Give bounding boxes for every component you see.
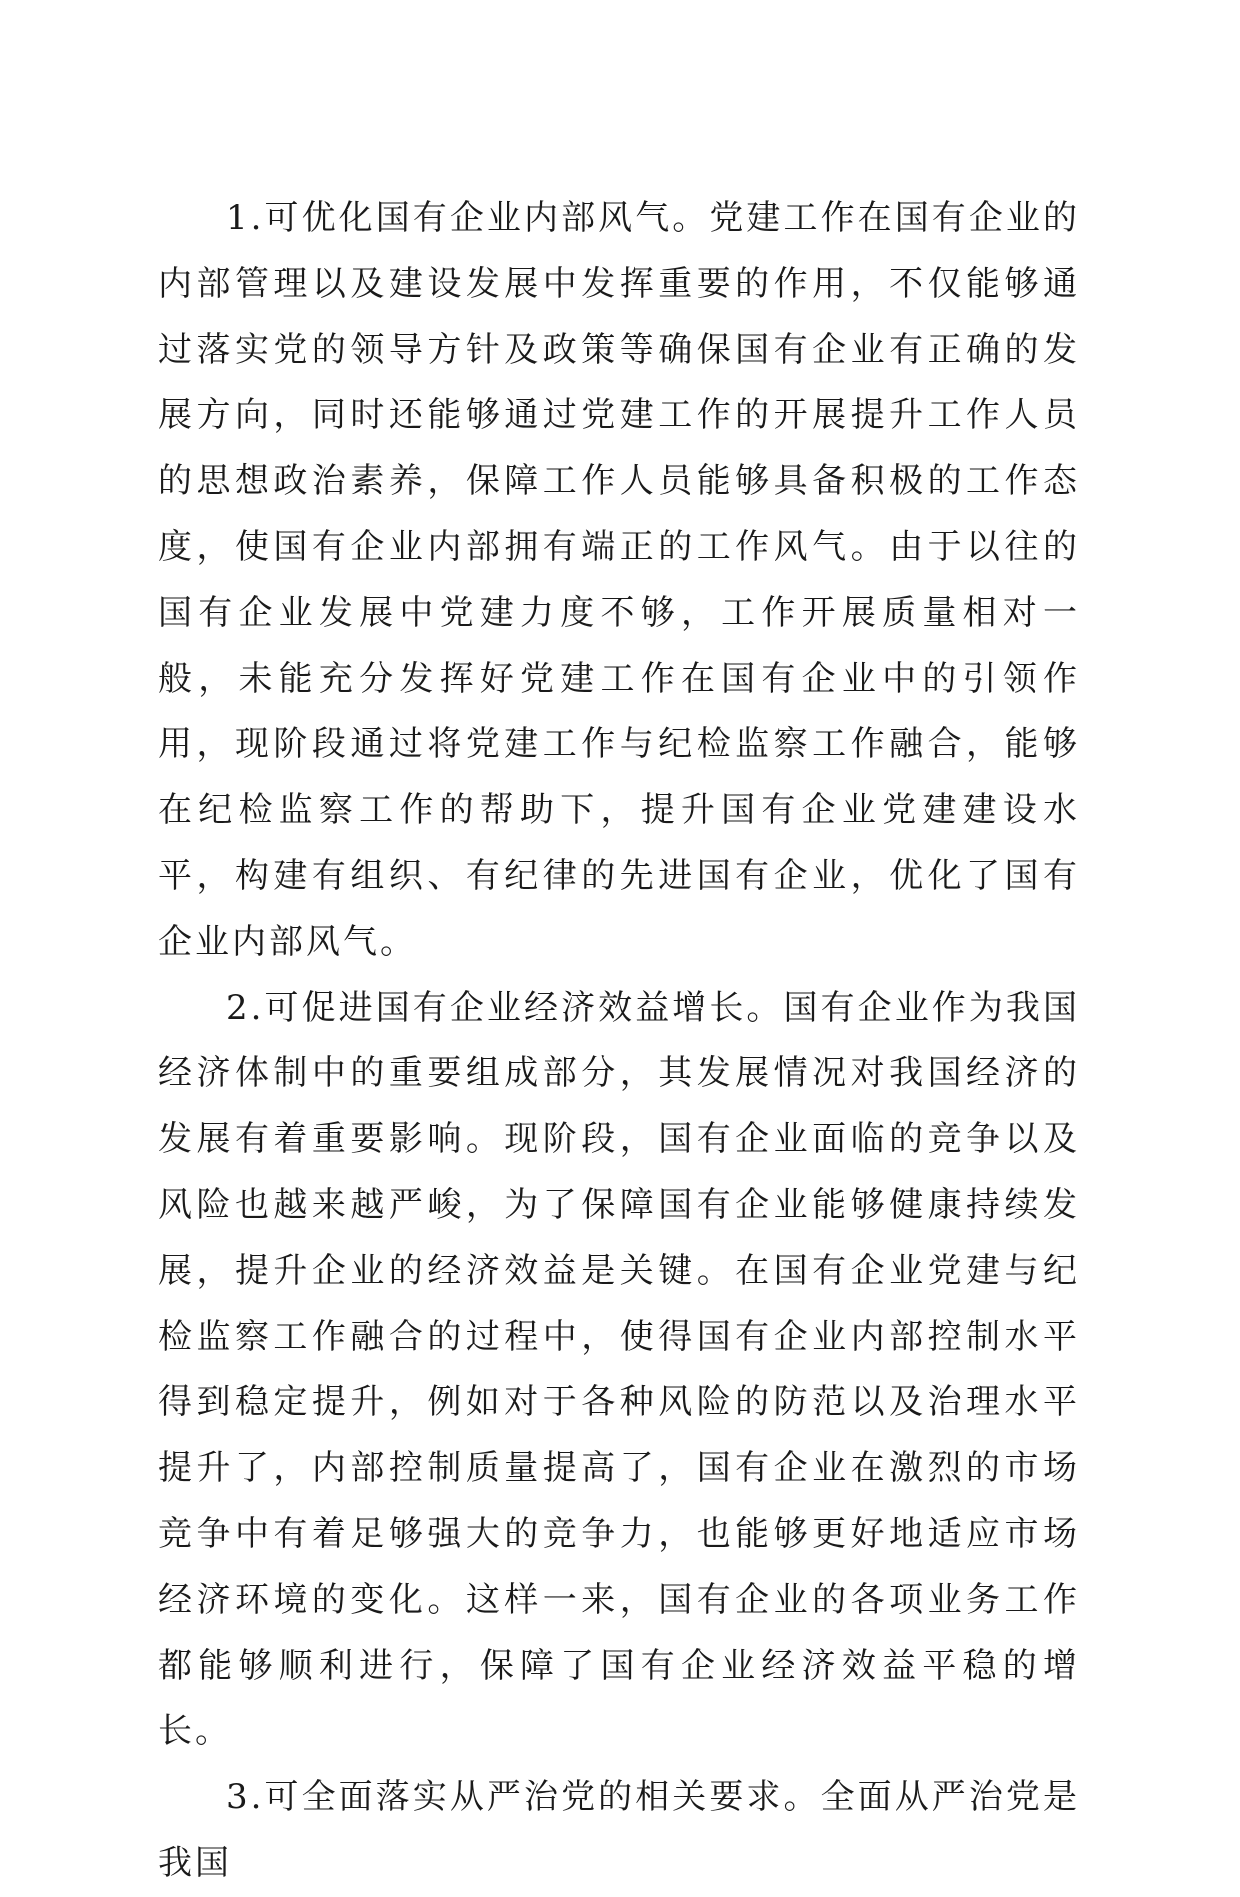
- paragraph-1: 1.可优化国有企业内部风气。党建工作在国有企业的内部管理以及建设发展中发挥重要的作用，不仅能够通过落实党的领导方针及政策等确保国有企业有正确的发展方向，同时还能够通过党建工作的开展提升工作人员的思想政治素养，保障工作人员能够具备积极的工作态度，使国有企业内部拥有端正的工作风气。由于以往的国有企业发展中党建力度不够，工作开展质量相对一般，未能充分发挥好党建工作在国有企业中的引领作用，现阶段通过将党建工作与纪检监察工作融合，能够在纪检监察工作的帮助下，提升国有企业党建建设水平，构建有组织、有纪律的先进国有企业，优化了国有企业内部风气。: [158, 198, 1080, 962]
- body-text: [158, 186, 1080, 1897]
- paragraph-2: 2.可促进国有企业经济效益增长。国有企业作为我国经济体制中的重要组成部分，其发展情况对我国经济的发展有着重要影响。现阶段，国有企业面临的竞争以及风险也越来越严峻，为了保障国有企业能够健康持续发展，提升企业的经济效益是关键。在国有企业党建与纪检监察工作融合的过程中，使得国有企业内部控制水平得到稳定提升，例如对于各种风险的防范以及治理水平提升了，内部控制质量提高了，国有企业在激烈的市场竞争中有着足够强大的竞争力，也能够更好地适应市场经济环境的变化。这样一来，国有企业的各项业务工作都能够顺利进行，保障了国有企业经济效益平稳的增长。: [158, 987, 1080, 1752]
- paragraph-3: 3.可全面落实从严治党的相关要求。全面从严治党是我国: [158, 1777, 1080, 1883]
